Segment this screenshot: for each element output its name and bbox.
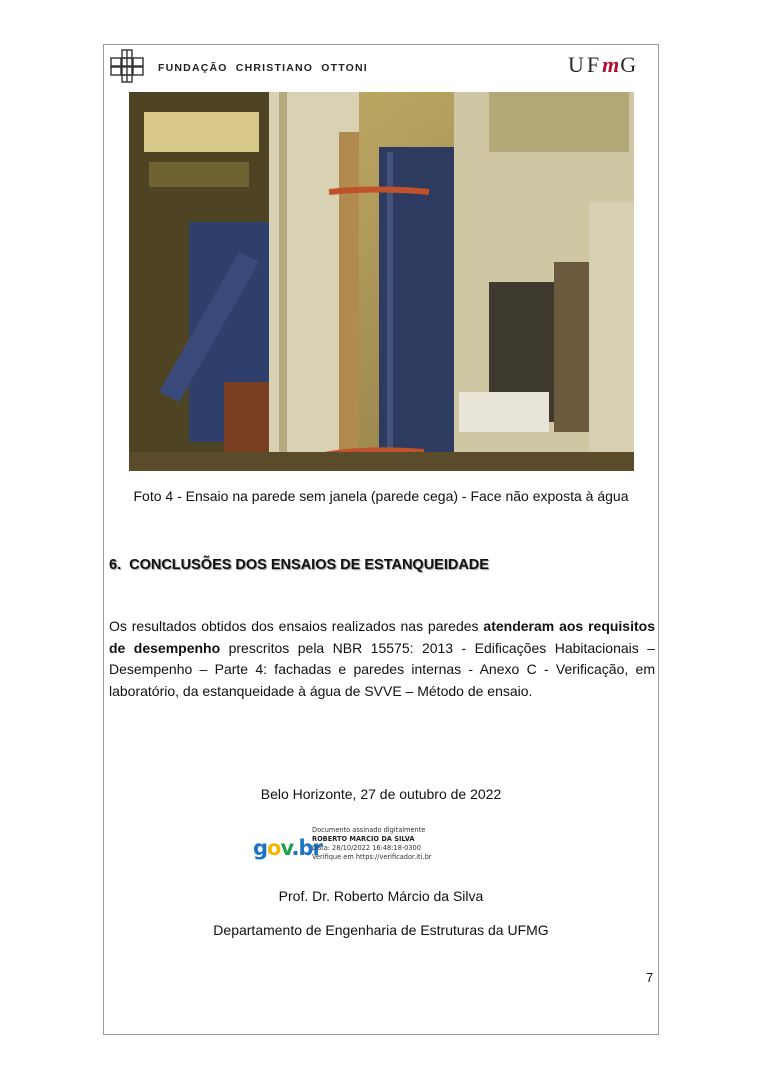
- fundacao-logo-icon: [109, 48, 145, 84]
- govbr-logo: gov.br: [253, 836, 322, 860]
- ufmg-logo: [568, 52, 639, 78]
- section-title: CONCLUSÕES DOS ENSAIOS DE ESTANQUEIDADE: [129, 557, 489, 573]
- section-number: 6.: [109, 557, 122, 573]
- city-date: Belo Horizonte, 27 de outubro de 2022: [260, 786, 502, 802]
- laboratory-test-photo-icon: [129, 92, 634, 471]
- ufmg-logo-uf: UF: [568, 52, 603, 77]
- signature-date: Data: 28/10/2022 16:48:18-0300: [312, 844, 421, 852]
- ufmg-logo-m: m: [602, 52, 621, 77]
- signer-department: Departamento de Engenharia de Estruturas da UFMG: [213, 922, 549, 938]
- signature-verify: Verifique em https://verificador.iti.br: [312, 853, 432, 861]
- signature-details: [312, 826, 431, 862]
- test-photo: [129, 92, 634, 471]
- paragraph-part2: prescritos pela NBR 15575: 2013 - Edificações Habitacionais – Desempenho – Parte 4: fachadas e paredes internas - Anexo C - Verificação, em laboratório, da estanqueidade à água de SVVE – Método de ensaio.: [109, 639, 655, 699]
- section-heading: [109, 557, 489, 573]
- signature-name: ROBERTO MARCIO DA SILVA: [312, 835, 415, 843]
- page-number: 7: [646, 970, 654, 985]
- signer-name: Prof. Dr. Roberto Márcio da Silva: [278, 888, 484, 904]
- paragraph-part1: Os resultados obtidos dos ensaios realizados nas paredes: [109, 618, 484, 634]
- conclusion-paragraph: [109, 616, 655, 702]
- photo-caption: Foto 4 - Ensaio na parede sem janela (parede cega) - Face não exposta à água: [133, 488, 629, 504]
- organization-name: FUNDAÇÃO CHRISTIANO OTTONI: [158, 62, 368, 74]
- signature-line1: Documento assinado digitalmente: [312, 826, 426, 834]
- paragraph-bold: atenderam aos requisitos de desempenho: [109, 618, 655, 656]
- digital-signature-stamp: [253, 826, 463, 872]
- ufmg-logo-g: G: [620, 52, 640, 77]
